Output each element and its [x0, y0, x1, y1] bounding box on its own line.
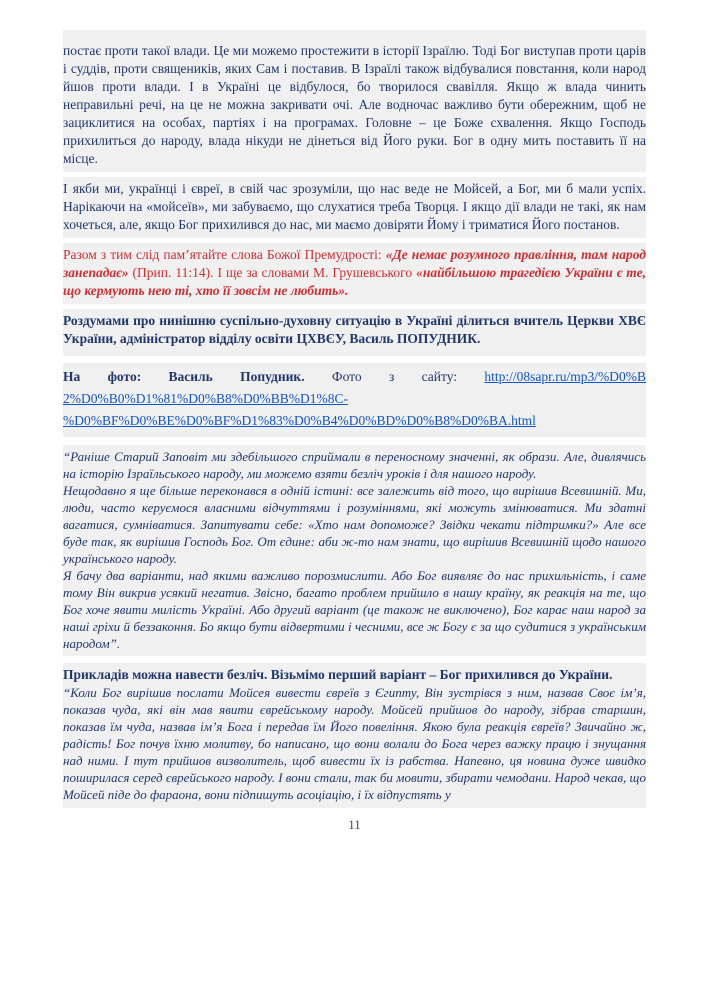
body-paragraph-moses: І якби ми, українці і євреї, в свій час зрозуміли, що нас веде не Мойсей, а Бог, ми б мали успіх. Нарікаючи на «мойсеїв», ми забуваємо, що слухатися треба Творця. І якщо дії влади не такі, як нам хочеться, але, якщо Бог прихилився до нас, ми маємо довіряти Йому і триматися Його постанов.: [63, 181, 646, 232]
wisdom-red-paragraph: [63, 246, 646, 300]
paragraph-block-moses: [63, 177, 646, 238]
red-run-intro: Разом з тим слід пам’ятайте слова Божої Премудрості:: [63, 247, 386, 262]
photo-source-link-end[interactable]: %D0%BF%D0%BE%D0%BF%D1%83%D0%B4%D0%BD%D0%B8%D0%BA.html: [63, 413, 536, 428]
quote-paragraph-old-testament: “Раніше Старий Заповіт ми здебільшого сприймали в переносному значенні, як образи. Але, дивлячись на історію Ізраїльського народу, ми можемо взяти безліч уроків і для нашого народу.: [63, 449, 646, 481]
examples-heading: Прикладів можна навести безліч. Візьмімо перший варіант – Бог прихилився до України.: [63, 667, 613, 682]
photo-caption-bold: На фото: Василь Попудник.: [63, 369, 305, 384]
quote-paragraph-two-variants: Я бачу два варіанти, над якими важливо порозмислити. Або Бог виявляє до нас прихильність, і саме тому Він викрив усякий негатив. Звісно, багато проблем прийшло в нашу країну, як реакція на те, що Бог хоче явити милість Україні. Або другий варіант (це також не виключено), Бог карає наш народ за наші гріхи й беззаконня. Бо якщо бути відвертими і чесними, все ж Богу є за що судитися з українським народом”.: [63, 568, 646, 651]
hrushevsky-quote: «найбільшою трагедією України є те, що кермують нею ті, хто її зовсім не любить».: [63, 265, 646, 298]
red-run-middle: (Прип. 11:14). І ще за словами М. Грушевського: [128, 265, 417, 280]
quote-paragraph-exodus: “Коли Бог вирішив послати Мойсея вивести євреїв з Єгипту, Він зустрівся з ним, назвав Своє ім’я, показав чуда, які він мав явити єврейському народу. Мойсей прийшов до народу, зібрав старшин, показав їм чуда, назвав ім’я Бога і передав їм Його повеління. Якою була реакція євреїв? Звичайно ж, радість! Бог почув їхню молитву, бо написано, що вони волали до Бога через важку працю і знущання над ними. І тут прийшов визволитель, щоб вивести їх із рабства. Напевно, ця новина дуже швидко поширилася серед єврейського народу. І вони стали, так би мовити, збирати чемодани. Народ чекав, що Мойсей піде до фараона, вони підпишуть асоціацію, і їх відпустять у: [63, 685, 646, 802]
body-paragraph-authority: постає проти такої влади. Це ми можемо простежити в історії Ізраїлю. Тоді Бог виступав проти царів і суддів, проти священиків, яких Сам і поставив. В Ізраїлі також відбувалися повстання, коли народ йшов проти влади. І в Україні це відбулося, бо творилося свавілля. Якщо ж влада чинить неправильні речі, на це не можна закривати очі. Але водночас важливо бути обережним, щоб не зациклитися на особах, партіях і на програмах. Головне – це Боже схвалення. Якщо Господь прихилиться до народу, влада нікуди не дінеться від Його руки. Бог в одну мить поставить її на місце.: [63, 43, 646, 166]
page-number: 11: [348, 817, 361, 832]
photo-source-link-continued[interactable]: 2%D0%B0%D1%81%D0%B8%D0%BB%D1%8C-: [63, 391, 348, 406]
photo-link-line-2: [63, 388, 646, 410]
quote-paragraph-conviction: Нещодавно я ще більше переконався в одній істині: все залежить від того, що вирішив Всевишній. Ми, люди, часто керуємося власними відчуттями і розуміннями, які можуть змінюватися. Ми здатні вагатися, сумніватися. Запитувати себе: «Хто нам допоможе? Звідки чекати підтримки?» Але все буде так, як вирішив Господь Бог. От єдине: аби ж-то нам знати, що вирішив Всевишній щодо нашого українського народу.: [63, 483, 646, 566]
quote-block-exodus: [63, 663, 646, 808]
paragraph-block-authority: [63, 30, 646, 172]
photo-source-link[interactable]: http://08sapr.ru/mp3/%D0%B: [484, 369, 647, 384]
scripture-quote: «Де немає розумного правління, там народ занепадає»: [63, 247, 646, 280]
photo-caption-block: [63, 363, 646, 437]
paragraph-block-wisdom: [63, 243, 646, 304]
photo-caption-line: [63, 366, 646, 388]
paragraph-block-intro: [63, 309, 646, 356]
photo-source-label: Фото з сайту:: [331, 369, 458, 384]
photo-link-line-3: [63, 410, 646, 432]
author-intro-paragraph: Роздумами про нинішню суспільно-духовну ситуацію в Україні ділиться вчитель Церкви ХВЄ України, адміністратор відділу освіти ЦХВЄУ, Василь ПОПУДНИК.: [63, 313, 646, 346]
quote-block-reflections: [63, 445, 646, 656]
